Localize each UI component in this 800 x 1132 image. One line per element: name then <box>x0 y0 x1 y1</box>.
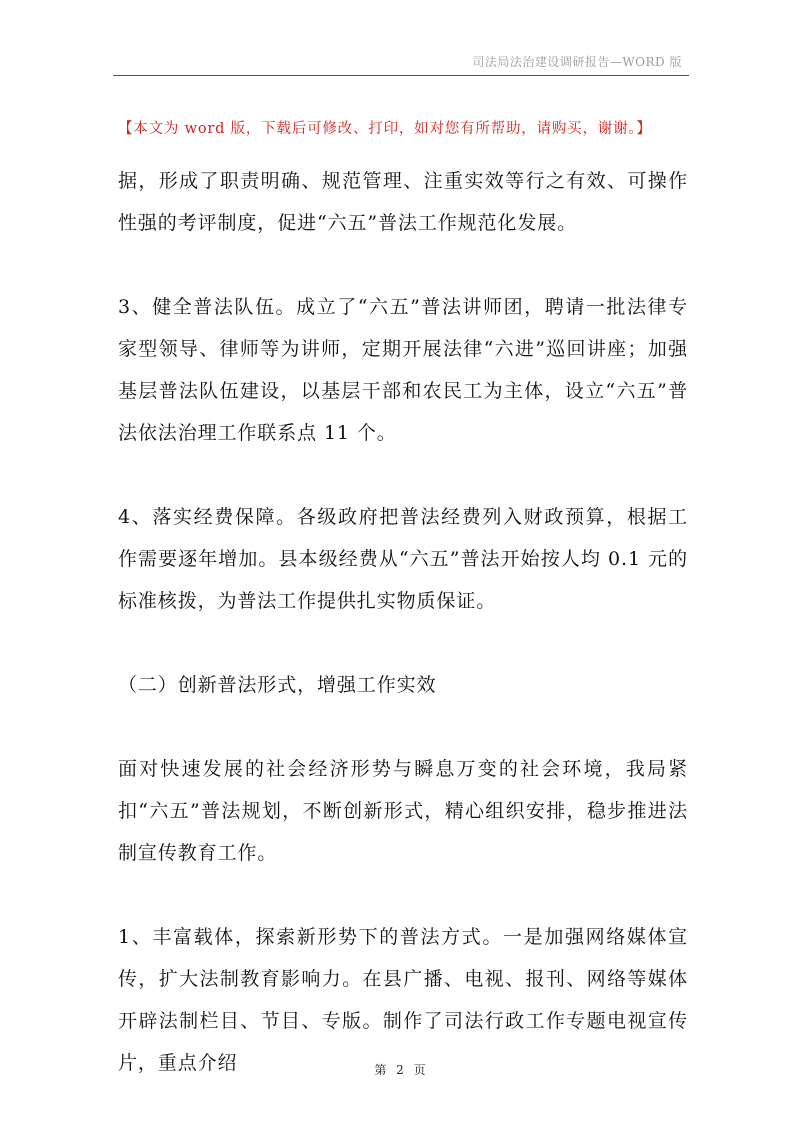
document-header-title: 司法局法治建设调研报告—WORD 版 <box>472 55 682 69</box>
header-divider <box>113 75 689 76</box>
paragraph-2: 3、健全普法队伍。成立了“六五”普法讲师团，聘请一批法律专家型领导、律师等为讲师，定期开展法律“六进”巡回讲座；加强基层普法队伍建设，以基层干部和农民工为主体，设立“六五”普法依法治理工作联系点 11 个。 <box>118 296 688 444</box>
page-footer <box>0 1061 800 1078</box>
paragraph-4: 面对快速发展的社会经济形势与瞬息万变的社会环境，我局紧扣“六五”普法规划，不断创新形式，精心组织安排，稳步推进法制宣传教育工作。 <box>118 758 688 864</box>
section-heading: （二）创新普法形式，增强工作实效 <box>118 674 437 696</box>
paragraph-3: 4、落实经费保障。各级政府把普法经费列入财政预算，根据工作需要逐年增加。县本级经费从“六五”普法开始按人均 0.1 元的标准核拨，为普法工作提供扎实物质保证。 <box>118 506 688 612</box>
paragraph-1: 据，形成了职责明确、规范管理、注重实效等行之有效、可操作性强的考评制度，促进“六五”普法工作规范化发展。 <box>118 170 688 234</box>
footer-suffix: 页 <box>413 1063 426 1077</box>
document-body <box>118 160 688 1084</box>
footer-prefix: 第 <box>374 1063 387 1077</box>
page-number: 2 <box>396 1063 404 1077</box>
purchase-notice: 【本文为 word 版，下载后可修改、打印，如对您有所帮助，请购买，谢谢。】 <box>118 121 652 137</box>
paragraph-5: 1、丰富载体，探索新形势下的普法方式。一是加强网络媒体宣传，扩大法制教育影响力。在县广播、电视、报刊、网络等媒体开辟法制栏目、节目、专版。制作了司法行政工作专题电视宣传片，重点介绍 <box>118 926 688 1074</box>
